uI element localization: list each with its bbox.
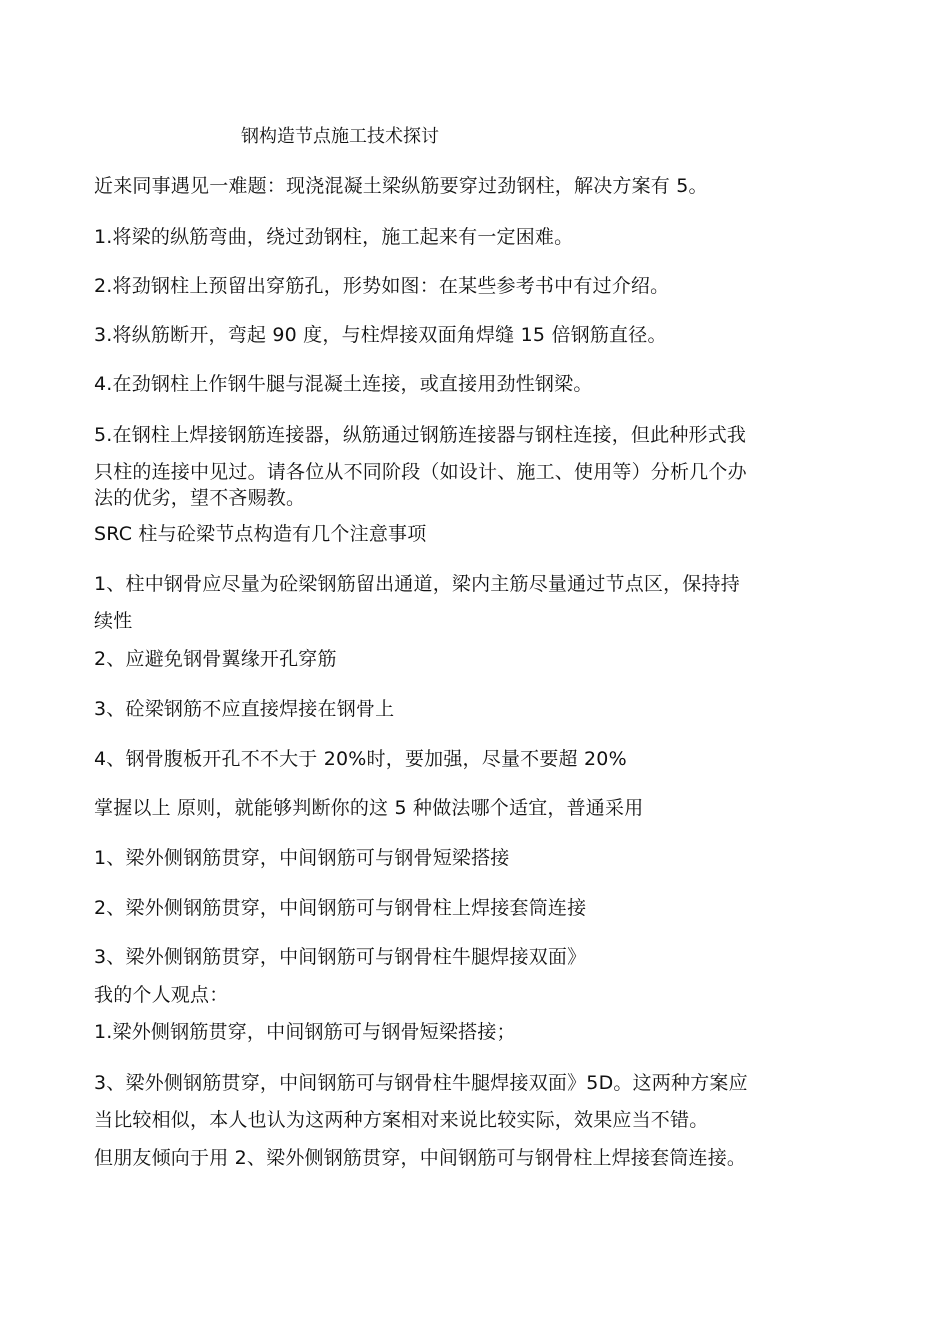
paragraph-line: 3.将纵筋断开，弯起 90 度，与柱焊接双面角焊缝 15 倍钢筋直径。 <box>94 324 667 346</box>
paragraph-line: 3、砼梁钢筋不应直接焊接在钢骨上 <box>94 698 395 720</box>
paragraph-line: 4.在劲钢柱上作钢牛腿与混凝土连接，或直接用劲性钢梁。 <box>94 373 593 395</box>
paragraph-line: 当比较相似，本人也认为这两种方案相对来说比较实际，效果应当不错。 <box>94 1109 709 1131</box>
document-title: 钢构造节点施工技术探讨 <box>241 126 439 147</box>
paragraph-line: 2、应避免钢骨翼缘开孔穿筋 <box>94 648 337 670</box>
paragraph-line: 1、柱中钢骨应尽量为砼梁钢筋留出通道，梁内主筋尽量通过节点区，保持持 <box>94 573 740 595</box>
paragraph-line: 5.在钢柱上焊接钢筋连接器，纵筋通过钢筋连接器与钢柱连接，但此种形式我 <box>94 424 747 446</box>
paragraph-line: 1、梁外侧钢筋贯穿，中间钢筋可与钢骨短梁搭接 <box>94 847 510 869</box>
paragraph-line: 我的个人观点： <box>94 984 229 1006</box>
paragraph-line: 2、梁外侧钢筋贯穿，中间钢筋可与钢骨柱上焊接套筒连接 <box>94 897 587 919</box>
paragraph-line: 只柱的连接中见过。请各位从不同阶段（如设计、施工、使用等）分析几个办 <box>94 461 747 483</box>
paragraph-line: 法的优劣，望不吝赐教。 <box>94 487 306 509</box>
section-heading: SRC 柱与砼梁节点构造有几个注意事项 <box>94 523 427 545</box>
paragraph-line: 2.将劲钢柱上预留出穿筋孔，形势如图：在某些参考书中有过介绍。 <box>94 275 670 297</box>
paragraph-line: 4、钢骨腹板开孔不不大于 20%时，要加强，尽量不要超 20% <box>94 748 627 770</box>
paragraph-line: 1.将梁的纵筋弯曲，绕过劲钢柱，施工起来有一定困难。 <box>94 226 574 248</box>
paragraph-line: 但朋友倾向于用 2、梁外侧钢筋贯穿，中间钢筋可与钢骨柱上焊接套筒连接。 <box>94 1147 747 1169</box>
paragraph-line: 近来同事遇见一难题：现浇混凝土梁纵筋要穿过劲钢柱，解决方案有 5。 <box>94 175 708 197</box>
paragraph-line: 掌握以上 原则，就能够判断你的这 5 种做法哪个适宜，普通采用 <box>94 797 644 819</box>
paragraph-line: 3、梁外侧钢筋贯穿，中间钢筋可与钢骨柱牛腿焊接双面》5D。这两种方案应 <box>94 1072 748 1094</box>
paragraph-line: 续性 <box>94 610 133 632</box>
paragraph-line: 3、梁外侧钢筋贯穿，中间钢筋可与钢骨柱牛腿焊接双面》 <box>94 946 587 968</box>
paragraph-line: 1.梁外侧钢筋贯穿，中间钢筋可与钢骨短梁搭接； <box>94 1021 516 1043</box>
